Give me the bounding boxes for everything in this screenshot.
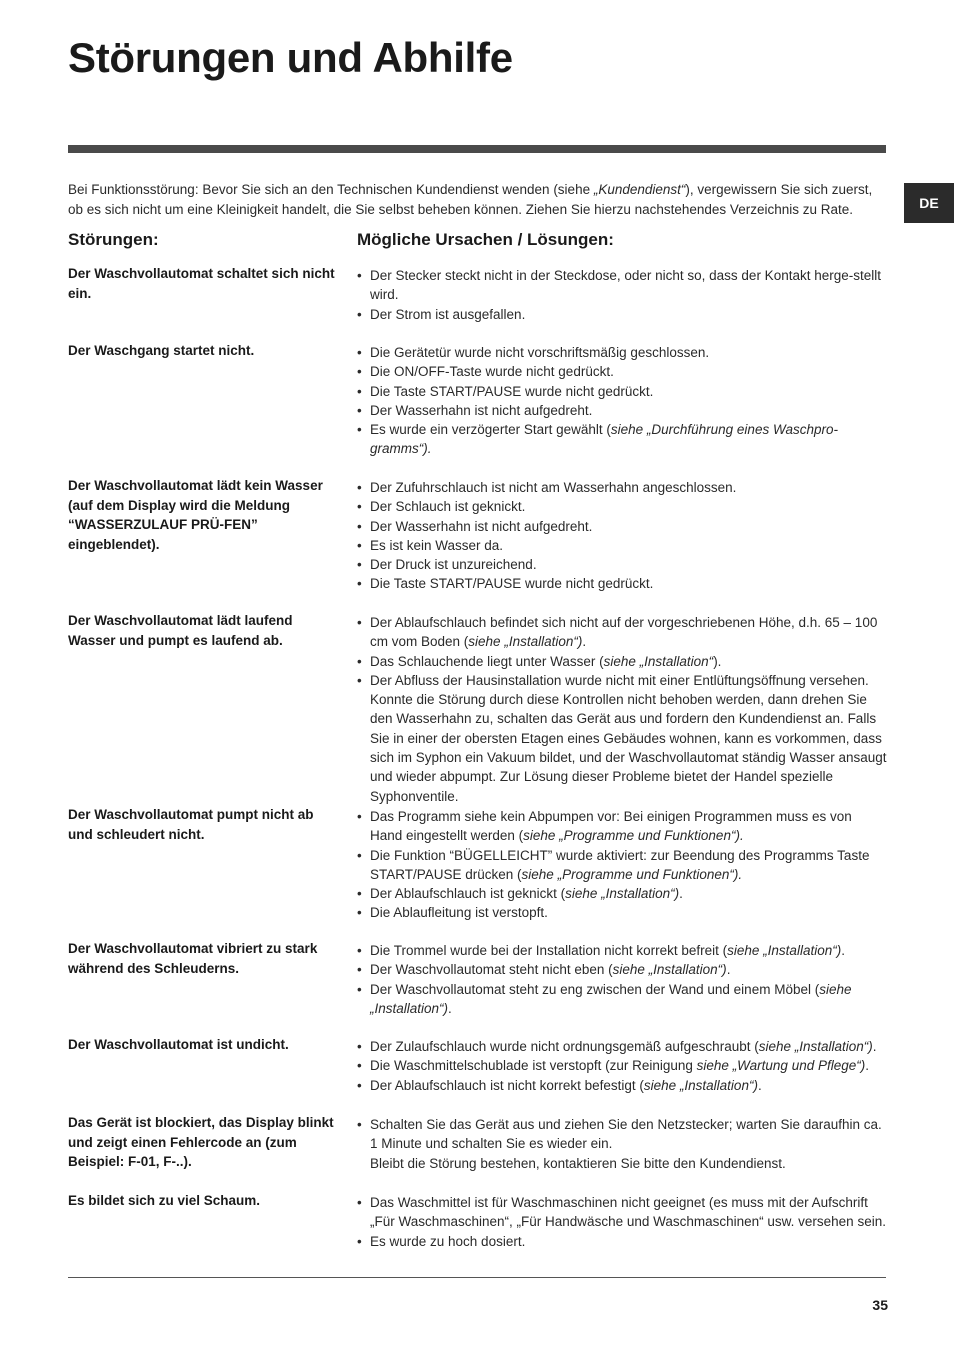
cause-text: Die Taste START/PAUSE wurde nicht gedrückt. xyxy=(370,383,654,399)
cause-text: Der Schlauch ist geknickt. xyxy=(370,499,526,515)
cause-text: ). xyxy=(713,653,722,669)
cause-list xyxy=(357,1115,887,1173)
cause-reference: siehe „Installation“) xyxy=(468,634,583,650)
problem-text: Der Waschvollautomat vibriert zu stark während des Schleuderns. xyxy=(68,941,318,976)
cause-text: . xyxy=(872,1039,877,1054)
cause-text: Die Funktion “BÜGELLEICHT” wurde aktiviert: zur Beendung des Programms Taste START/PAUSE drücken ( xyxy=(370,847,870,882)
problem-text: Der Waschvollautomat ist undicht. xyxy=(68,1037,289,1052)
cause-reference: siehe „Programme und Funktionen“). xyxy=(523,828,744,844)
cause-item xyxy=(357,671,887,806)
problem-text: Es bildet sich zu viel Schaum. xyxy=(68,1193,261,1208)
cause-item xyxy=(357,846,887,885)
cause-list xyxy=(357,1037,887,1095)
problems-column-heading: Störungen: xyxy=(68,230,159,249)
cause-text: Der Zufuhrschlauch ist nicht am Wasserhahn angeschlossen. xyxy=(370,480,737,495)
intro-reference: „Kundendienst“ xyxy=(593,182,686,197)
cause-item xyxy=(357,903,887,922)
cause-item xyxy=(357,497,887,516)
cause-item xyxy=(357,1076,887,1095)
page-number: 35 xyxy=(872,1297,888,1313)
cause-item xyxy=(357,382,887,401)
cause-text: Der Waschvollautomat steht nicht eben ( xyxy=(370,962,613,978)
intro-paragraph xyxy=(68,180,888,220)
language-tab: DE xyxy=(904,183,954,223)
cause-text: Der Wasserhahn ist nicht aufgedreht. xyxy=(370,518,593,534)
cause-reference: siehe „Installation“) xyxy=(643,1077,758,1093)
cause-item xyxy=(357,1115,887,1173)
cause-item xyxy=(357,266,887,305)
cause-text: Der Waschvollautomat steht zu eng zwischen der Wand und einem Möbel ( xyxy=(370,981,820,997)
cause-text: Der Ablaufschlauch befindet sich nicht auf der vorgeschriebenen Höhe, d.h. 65 – 100 cm vom Boden ( xyxy=(370,615,878,650)
cause-text: Es wurde zu hoch dosiert. xyxy=(370,1233,526,1249)
cause-text: . xyxy=(679,886,683,902)
cause-item xyxy=(357,884,887,903)
cause-item xyxy=(357,362,887,381)
cause-text: Der Abfluss der Hausinstallation wurde nicht mit einer Entlüftungsöffnung versehen. Konnte die Störung durch diese Kontrollen nicht behoben werden, dann drehen Sie den Wasserhahn zu, schalten das Gerät aus und fordern den Kundendienst an. Falls Sie in einer der obersten Etagen eines Gebäudes wohnen, kann es vorkommen, dass sich im Syphon ein Vakuum bildet, und der Waschvollautomat ständig Wasser ansaugt und wieder abpumpt. Zur Lösung dieser Probleme bietet der Handel spezielle Syphonventile. xyxy=(370,672,887,804)
cause-text: . xyxy=(841,943,845,958)
cause-text: Die Taste START/PAUSE wurde nicht gedrückt. xyxy=(370,576,654,592)
cause-text: Der Druck ist unzureichend. xyxy=(370,557,537,573)
cause-item xyxy=(357,941,887,960)
cause-text: . xyxy=(582,634,587,650)
cause-text: Die Waschmittelschublade ist verstopft (zur Reinigung xyxy=(370,1058,697,1074)
cause-reference: siehe „Installation“) xyxy=(565,886,680,902)
cause-text: Der Ablaufschlauch ist nicht korrekt befestigt ( xyxy=(370,1077,644,1093)
cause-text: Der Strom ist ausgefallen. xyxy=(370,306,526,322)
cause-text: Die Gerätetür wurde nicht vorschriftsmäßig geschlossen. xyxy=(370,345,710,360)
problem-text: Der Waschgang startet nicht. xyxy=(68,343,255,358)
cause-reference: siehe „Durchführung eines Waschpro-gramms“). xyxy=(370,422,838,457)
cause-text: Der Wasserhahn ist nicht aufgedreht. xyxy=(370,402,593,418)
cause-text: Der Stecker steckt nicht in der Steckdose, oder nicht so, dass der Kontakt herge-stellt wird. xyxy=(370,268,881,303)
cause-text: Es ist kein Wasser da. xyxy=(370,537,504,553)
cause-text: Es wurde ein verzögerter Start gewählt ( xyxy=(370,422,611,438)
page-title: Störungen und Abhilfe xyxy=(68,34,513,81)
cause-item xyxy=(357,1193,887,1232)
cause-text: . xyxy=(448,1000,452,1016)
footer-divider xyxy=(68,1277,886,1278)
cause-item xyxy=(357,807,887,846)
cause-reference: siehe „Installation“) xyxy=(370,981,852,1016)
cause-reference: siehe „Wartung und Pflege“) xyxy=(696,1058,866,1074)
cause-text: Bleibt die Störung bestehen, kontaktieren Sie bitte den Kundendienst. xyxy=(370,1155,786,1171)
title-divider-bar xyxy=(68,145,886,153)
intro-text-after: ), vergewissern Sie sich zuerst, ob es sich nicht um eine Kleinigkeit handelt, die Sie selbst beheben können. Ziehen Sie hierzu nachstehendes Verzeichnis zu Rate. xyxy=(68,182,873,217)
cause-item xyxy=(357,1037,887,1056)
cause-list xyxy=(357,941,887,1018)
cause-text: Die Trommel wurde bei der Installation nicht korrekt befreit ( xyxy=(370,943,728,958)
cause-item xyxy=(357,401,887,420)
cause-reference: siehe „Installation“) xyxy=(612,962,727,978)
cause-text: . xyxy=(726,962,731,978)
cause-text: Die Ablaufleitung ist verstopft. xyxy=(370,905,548,921)
cause-list xyxy=(357,343,887,459)
cause-text: . xyxy=(757,1077,762,1093)
cause-list xyxy=(357,807,887,923)
causes-column-heading: Mögliche Ursachen / Lösungen: xyxy=(357,230,614,249)
cause-item xyxy=(357,1232,887,1251)
cause-item xyxy=(357,613,887,652)
cause-list xyxy=(357,613,887,806)
cause-item xyxy=(357,343,887,362)
cause-item xyxy=(357,517,887,536)
cause-item xyxy=(357,536,887,555)
cause-item xyxy=(357,980,887,1019)
cause-item xyxy=(357,420,887,459)
cause-item xyxy=(357,1056,887,1075)
cause-item xyxy=(357,478,887,497)
problem-text: Der Waschvollautomat pumpt nicht ab und schleudert nicht. xyxy=(68,807,314,842)
cause-item xyxy=(357,574,887,593)
cause-text: Das Waschmittel ist für Waschmaschinen nicht geeignet (es muss mit der Aufschrift „Für Waschmaschinen“, „Für Handwäsche und Waschmaschinen“ usw. versehen sein. xyxy=(370,1195,886,1230)
cause-list xyxy=(357,478,887,594)
cause-text: Das Schlauchende liegt unter Wasser ( xyxy=(370,653,604,669)
cause-reference: siehe „Installation“) xyxy=(727,943,842,958)
cause-text: Schalten Sie das Gerät aus und ziehen Sie den Netzstecker; warten Sie daraufhin ca. 1 Minute und schalten Sie es wieder ein. xyxy=(370,1117,882,1152)
cause-item xyxy=(357,652,887,671)
cause-reference: siehe „Installation“ xyxy=(603,653,714,669)
problem-text: Das Gerät ist blockiert, das Display blinkt und zeigt einen Fehlercode an (zum Beispiel: F-01, F-..). xyxy=(68,1115,334,1169)
cause-item xyxy=(357,555,887,574)
problem-text: Der Waschvollautomat lädt kein Wasser (auf dem Display wird die Meldung “WASSERZULAUF PRÜ-FEN” eingeblendet). xyxy=(68,478,323,552)
cause-list xyxy=(357,1193,887,1251)
cause-list xyxy=(357,266,887,324)
cause-text: Der Zulaufschlauch wurde nicht ordnungsgemäß aufgeschraubt ( xyxy=(370,1039,759,1054)
cause-reference: siehe „Installation“) xyxy=(758,1039,873,1054)
cause-item xyxy=(357,960,887,979)
intro-text-before: Bei Funktionsstörung: Bevor Sie sich an den Technischen Kundendienst wenden (siehe xyxy=(68,182,594,197)
problem-text: Der Waschvollautomat schaltet sich nicht ein. xyxy=(68,266,335,301)
cause-text: Das Programm siehe kein Abpumpen vor: Bei einigen Programmen muss es von Hand eingestellt werden ( xyxy=(370,809,852,844)
cause-text: Die ON/OFF-Taste wurde nicht gedrückt. xyxy=(370,364,614,380)
cause-item xyxy=(357,305,887,324)
cause-text: Der Ablaufschlauch ist geknickt ( xyxy=(370,886,566,902)
cause-text: . xyxy=(865,1058,869,1074)
cause-reference: siehe „Programme und Funktionen“). xyxy=(521,866,743,882)
problem-text: Der Waschvollautomat lädt laufend Wasser und pumpt es laufend ab. xyxy=(68,613,293,648)
